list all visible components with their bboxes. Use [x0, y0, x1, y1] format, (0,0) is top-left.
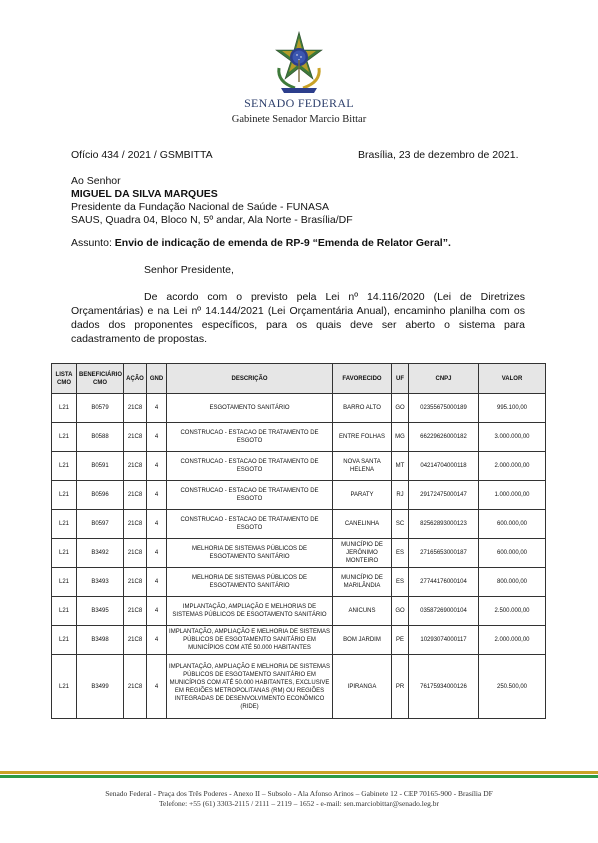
cell-beneficiary: B3492: [77, 539, 124, 568]
table-body: [52, 394, 546, 719]
cell-value: 2.000.000,00: [479, 626, 546, 655]
table-row: [52, 452, 546, 481]
cell-cnpj: 66229626000182: [409, 423, 479, 452]
cell-value: 2.500.000,00: [479, 597, 546, 626]
cell-list: L21: [52, 423, 77, 452]
table-row: [52, 655, 546, 719]
letter-date: Brasília, 23 de dezembro de 2021.: [358, 149, 519, 161]
cell-value: 600.000,00: [479, 539, 546, 568]
cell-cnpj: 10293074000117: [409, 626, 479, 655]
address-greeting: Ao Senhor: [71, 175, 121, 187]
col-header: LISTA CMO: [52, 364, 77, 394]
cell-beneficiary: B0591: [77, 452, 124, 481]
cell-list: L21: [52, 655, 77, 719]
cell-favored: ANICUNS: [333, 597, 392, 626]
cell-gnd: 4: [147, 597, 167, 626]
cell-beneficiary: B3493: [77, 568, 124, 597]
subject-text: Envio de indicação de emenda de RP-9 “Emenda de Relator Geral”.: [114, 237, 451, 249]
cell-value: 3.000.000,00: [479, 423, 546, 452]
cell-value: 995.100,00: [479, 394, 546, 423]
table-row: [52, 597, 546, 626]
cell-beneficiary: B3495: [77, 597, 124, 626]
cell-value: 600.000,00: [479, 510, 546, 539]
cell-beneficiary: B3498: [77, 626, 124, 655]
cell-cnpj: 82562893000123: [409, 510, 479, 539]
cell-gnd: 4: [147, 423, 167, 452]
cell-action: 21C8: [124, 423, 147, 452]
table-row: [52, 568, 546, 597]
cell-beneficiary: B3499: [77, 655, 124, 719]
recipient-location: SAUS, Quadra 04, Bloco N, 5º andar, Ala Norte - Brasília/DF: [71, 214, 353, 226]
body-text: De acordo com o previsto pela Lei nº 14.116/2020 (Lei de Diretrizes Orçamentárias) e na Lei nº 14.144/2021 (Lei Orçamentária Anual), encaminho planilha com os dados dos proponentes específicos, para os quais deve ser aberto o sistema para cadastramento de propostas.: [71, 291, 525, 345]
cell-uf: ES: [392, 539, 409, 568]
cell-list: L21: [52, 510, 77, 539]
col-header: DESCRIÇÃO: [167, 364, 333, 394]
cell-list: L21: [52, 626, 77, 655]
cell-gnd: 4: [147, 394, 167, 423]
cell-beneficiary: B0597: [77, 510, 124, 539]
table-row: [52, 626, 546, 655]
cell-uf: SC: [392, 510, 409, 539]
cell-uf: ES: [392, 568, 409, 597]
cell-favored: BOM JARDIM: [333, 626, 392, 655]
cell-uf: GO: [392, 597, 409, 626]
cell-description: IMPLANTAÇÃO, AMPLIAÇÃO E MELHORIAS DE SISTEMAS PÚBLICOS DE ESGOTAMENTO SANITÁRIO: [167, 597, 333, 626]
cell-beneficiary: B0588: [77, 423, 124, 452]
cell-cnpj: 02355675000189: [409, 394, 479, 423]
cell-action: 21C8: [124, 597, 147, 626]
address-block: [71, 175, 353, 227]
recipient-name: MIGUEL DA SILVA MARQUES: [71, 188, 218, 200]
cell-uf: RJ: [392, 481, 409, 510]
col-header: BENEFICIÁRIO CMO: [77, 364, 124, 394]
subject-label: Assunto:: [71, 237, 115, 249]
table-row: [52, 539, 546, 568]
cell-description: CONSTRUCAO - ESTACAO DE TRATAMENTO DE ESGOTO: [167, 452, 333, 481]
footer-contact: Telefone: +55 (61) 3303-2115 / 2111 – 2119 – 1652 - e-mail: sen.marciobittar@senado.leg.br: [158, 799, 440, 808]
cell-value: 1.000.000,00: [479, 481, 546, 510]
cell-action: 21C8: [124, 481, 147, 510]
cell-gnd: 4: [147, 626, 167, 655]
table-row: [52, 394, 546, 423]
cell-gnd: 4: [147, 510, 167, 539]
cell-description: MELHORIA DE SISTEMAS PÚBLICOS DE ESGOTAMENTO SANITÁRIO: [167, 539, 333, 568]
footer-address: Senado Federal - Praça dos Três Poderes - Anexo II – Subsolo - Ala Afonso Arinos – Gabinete 12 - CEP 70165-900 - Brasília DF: [105, 789, 493, 798]
cell-action: 21C8: [124, 452, 147, 481]
cell-favored: IPIRANGA: [333, 655, 392, 719]
cell-action: 21C8: [124, 539, 147, 568]
cell-favored: NOVA SANTA HELENA: [333, 452, 392, 481]
cell-list: L21: [52, 481, 77, 510]
cell-description: IMPLANTAÇÃO, AMPLIAÇÃO E MELHORIA DE SISTEMAS PÚBLICOS DE ESGOTAMENTO SANITÁRIO EM MUNICÍPIOS COM ATÉ 50.000 HABITANTES, EXCLUSIVE EM REGIÕES METROPOLITANAS (RM) OU REGIÕES INTEGRADAS DE DESENVOLVIMENTO ECONÔMICO (RIDE): [167, 655, 333, 719]
cell-cnpj: 03587269000104: [409, 597, 479, 626]
salutation: Senhor Presidente,: [144, 264, 234, 276]
cell-description: MELHORIA DE SISTEMAS PÚBLICOS DE ESGOTAMENTO SANITÁRIO: [167, 568, 333, 597]
cell-cnpj: 29172475000147: [409, 481, 479, 510]
cell-uf: PE: [392, 626, 409, 655]
office-name: Gabinete Senador Marcio Bittar: [231, 114, 367, 125]
cell-gnd: 4: [147, 481, 167, 510]
cell-action: 21C8: [124, 655, 147, 719]
cell-description: CONSTRUCAO - ESTACAO DE TRATAMENTO DE ESGOTO: [167, 423, 333, 452]
cell-list: L21: [52, 568, 77, 597]
subject-line: [71, 237, 451, 250]
cell-favored: PARATY: [333, 481, 392, 510]
cell-value: 250.500,00: [479, 655, 546, 719]
cell-cnpj: 04214704000118: [409, 452, 479, 481]
cell-value: 2.000.000,00: [479, 452, 546, 481]
col-header: GND: [147, 364, 167, 394]
cell-action: 21C8: [124, 510, 147, 539]
col-header: UF: [392, 364, 409, 394]
cell-beneficiary: B0579: [77, 394, 124, 423]
org-title: SENADO FEDERAL: [244, 96, 354, 110]
table-row: [52, 510, 546, 539]
cell-uf: PR: [392, 655, 409, 719]
cell-cnpj: 27165653000187: [409, 539, 479, 568]
letter-reference: Ofício 434 / 2021 / GSMBITTA: [71, 149, 213, 161]
cell-gnd: 4: [147, 452, 167, 481]
body-paragraph: [71, 290, 525, 346]
cell-action: 21C8: [124, 626, 147, 655]
cell-cnpj: 76175934000126: [409, 655, 479, 719]
cell-uf: MG: [392, 423, 409, 452]
cell-description: IMPLANTAÇÃO, AMPLIAÇÃO E MELHORIA DE SISTEMAS PÚBLICOS DE ESGOTAMENTO SANITÁRIO EM MUNICÍPIOS COM ATÉ 50.000 HABITANTES: [167, 626, 333, 655]
cell-list: L21: [52, 539, 77, 568]
cell-uf: MT: [392, 452, 409, 481]
cell-description: ESGOTAMENTO SANITÁRIO: [167, 394, 333, 423]
cell-favored: MUNICÍPIO DE JERÔNIMO MONTEIRO: [333, 539, 392, 568]
cell-favored: MUNICÍPIO DE MARILÂNDIA: [333, 568, 392, 597]
cell-list: L21: [52, 597, 77, 626]
table-row: [52, 423, 546, 452]
recipient-role: Presidente da Fundação Nacional de Saúde - FUNASA: [71, 201, 329, 213]
cell-value: 800.000,00: [479, 568, 546, 597]
col-header: VALOR: [479, 364, 546, 394]
cell-action: 21C8: [124, 568, 147, 597]
cell-action: 21C8: [124, 394, 147, 423]
cell-favored: BARRO ALTO: [333, 394, 392, 423]
cell-cnpj: 27744176000104: [409, 568, 479, 597]
amendments-table: [51, 363, 546, 719]
cell-favored: ENTRE FOLHAS: [333, 423, 392, 452]
cell-favored: CANELINHA: [333, 510, 392, 539]
table-row: [52, 481, 546, 510]
cell-gnd: 4: [147, 539, 167, 568]
cell-list: L21: [52, 452, 77, 481]
cell-list: L21: [52, 394, 77, 423]
table-header-row: [52, 364, 546, 394]
brazil-coat-of-arms-icon: [269, 30, 329, 96]
footer-stripe-green: [0, 775, 598, 778]
col-header: CNPJ: [409, 364, 479, 394]
cell-description: CONSTRUCAO - ESTACAO DE TRATAMENTO DE ESGOTO: [167, 481, 333, 510]
cell-gnd: 4: [147, 655, 167, 719]
cell-uf: GO: [392, 394, 409, 423]
cell-description: CONSTRUCAO - ESTACAO DE TRATAMENTO DE ESGOTO: [167, 510, 333, 539]
col-header: AÇÃO: [124, 364, 147, 394]
col-header: FAVORECIDO: [333, 364, 392, 394]
cell-gnd: 4: [147, 568, 167, 597]
cell-beneficiary: B0596: [77, 481, 124, 510]
